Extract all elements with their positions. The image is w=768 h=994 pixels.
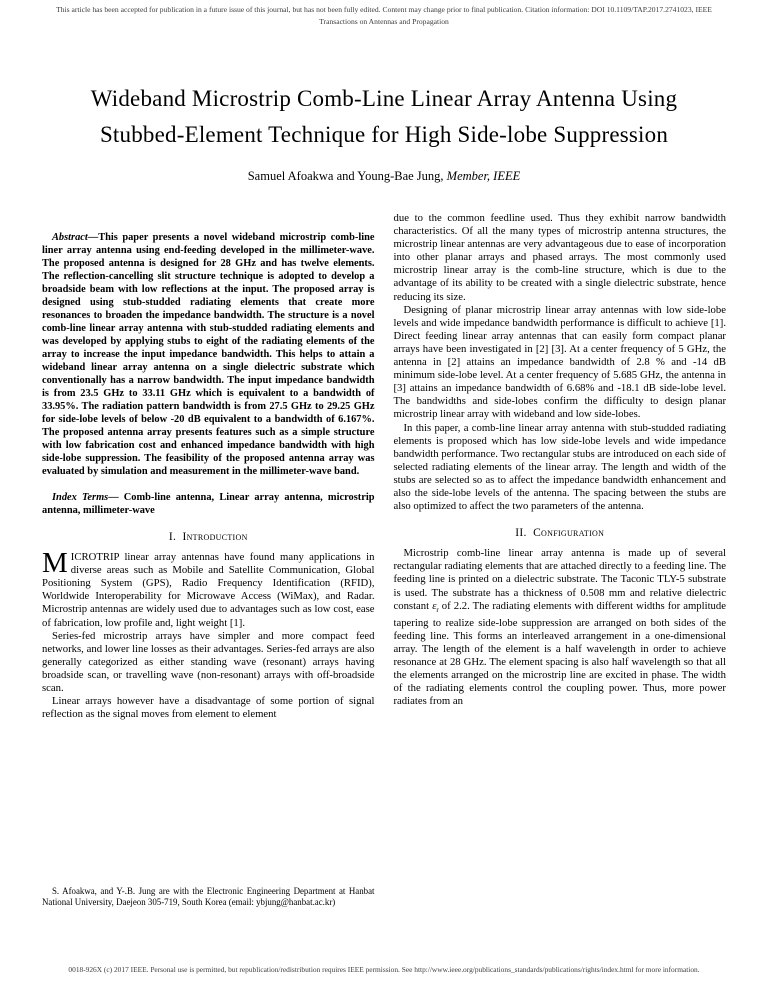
index-terms bbox=[42, 491, 375, 517]
section-heading-configuration: II. Configuration bbox=[515, 527, 605, 540]
author-membership: Member, IEEE bbox=[446, 169, 521, 183]
paper-title: Wideband Microstrip Comb-Line Linear Array Antenna Using Stubbed-Element Technique for High Side-lobe Suppression bbox=[90, 86, 678, 147]
right-column bbox=[394, 212, 727, 912]
intro-paragraph-1-text: ICROTRIP linear array antennas have found many applications in diverse areas such as Mobile and Satellite Communication, Global Positioning System (GPS), Radio Frequency Identification (RFID), Worldwide Interoperability for Microwave Access (WiMax), and Radar. Microstrip antennas are widely used due to advantages such as low cost, ease of fabrication, low profile and, light weight [1]. bbox=[42, 551, 375, 629]
intro-paragraph-4-continuation: due to the common feedline used. Thus they exhibit narrow bandwidth characteristics. Of all the many types of microstrip antenna structures, the microstrip linear antennas are very advantageous due to ease of incorporation into other planar arrays and phased arrays. The most commonly used microstrip linear array is the comb-line structure, which is due to the advantage of its ability to be created with a single dielectric substrate, hence reducing its size. bbox=[393, 212, 726, 303]
abstract-text: —This paper presents a novel wideband microstrip comb-line liner array antenna using end-feeding developed in the millimeter-wave. The proposed antenna is designed for 28 GHz and has twelve elements. The reflection-cancelling slit structure technique is adopted to develop a broadside beam with low reflections at the input. The proposed array is designed using stub-studded radiating elements that create more resonances to broaden the impedance bandwidth. The structure is a novel comb-line linear array antenna with stub-studded radiating elements and was developed by applying stubs to eight of the radiating elements of the array to increase the input impedance bandwidth. This helps to attain a wideband linear array antenna on a single dielectric substrate which conventionally has a narrow bandwidth. The input impedance bandwidth is from 23.5 GHz to 33.11 GHz which is equivalent to a bandwidth of 33.95%. The radiation pattern bandwidth is from 27.5 GHz to 29.25 GHz for side-lobe levels of below -20 dB equivalent to a bandwidth of 6.167%. The proposed antenna array presents features such as a simple structure with low fabrication cost and enhanced impedance bandwidth with high side-lobe suppression. The feasibility of the proposed antenna array was evaluated by simulation and measurement in the millimeter-wave band. bbox=[42, 232, 375, 477]
epsilon-symbol: ε bbox=[432, 599, 437, 612]
configuration-paragraph-1 bbox=[394, 547, 727, 708]
author-names: Samuel Afoakwa and Young-Bae Jung, bbox=[247, 169, 447, 183]
intro-paragraph-3: Linear arrays however have a disadvantage of some portion of signal reflection as the signal moves from element to element bbox=[42, 695, 375, 721]
intro-paragraph-5: Designing of planar microstrip linear array antennas with low side-lobe levels and wide impedance bandwidth performance is difficult to achieve [1]. Direct feeding linear array antennas that can easily form compact planar arrays have been investigated in [2] [3]. At a center frequency of 5 GHz, the antenna in [2] attains an impedance bandwidth of 2.8 % and -14 dB minimum side-lobe level. At a center frequency of 5.685 GHz, the antenna in [3] attains an impedance bandwidth of 6.68% and -18.1 dB side-lobe level. The bandwidths and side-lobes confirm the difficulty to design planar microstrip linear array with wideband and low side-lobes. bbox=[393, 303, 726, 421]
epsilon-subscript: r bbox=[436, 605, 439, 614]
author-line bbox=[0, 169, 768, 184]
index-terms-lead: Index Terms bbox=[52, 492, 109, 503]
intro-paragraph-6: In this paper, a comb-line linear array antenna with stub-studded radiating elements is proposed which has low side-lobe levels and wide impedance bandwidth performance. Two rectangular stubs are introduced on each side of selected radiating elements of the linear array. The length and width of the stubs are selected so as to affect the impedance bandwidth enhancement and also the side-lobe levels of the antenna. The spacing between the stubs are also optimized to affect the two parameters of the antenna. bbox=[393, 421, 726, 513]
abstract-lead: Abstract bbox=[52, 232, 88, 243]
intro-paragraph-1 bbox=[42, 547, 375, 630]
acceptance-notice-line2: Transactions on Antennas and Propagation bbox=[319, 17, 449, 26]
dropcap-letter: M bbox=[42, 547, 68, 580]
abstract bbox=[42, 231, 375, 478]
acceptance-notice bbox=[12, 4, 756, 28]
left-column bbox=[42, 212, 375, 912]
two-column-body bbox=[0, 212, 768, 912]
intro-paragraph-2: Series-fed microstrip arrays have simpler and more compact feed networks, and lower line losses as their advantages. Series-fed arrays are also generally categorized as either standing wave (resonant) arrays having broadside scan, or travelling wave (non-resonant) arrays with off-broadside scan. bbox=[42, 629, 375, 695]
configuration-paragraph-1-text-b: of 2.2. The radiating elements with different widths for amplitude tapering to realize side-lobe suppression are arranged on both sides of the feeding line. This forms an interleaved arrangement in a one-dimensional array. The length of the element is a half wavelength in order to achieve resonance at 28 GHz. The element spacing is also half wavelength so that all the elements arranged on the microstrip line are excited in phase. The width of the radiating elements control the coupling power. Thus, more power radiates from an bbox=[393, 599, 726, 708]
configuration-paragraph-1-text-a: Microstrip comb-line linear array antenna is made up of several rectangular radiating elements that are attached directly to a feeding line. The feeding line is printed on a dielectric substrate. The Taconic TLY-5 substrate is used. The substrate has a thickness of 0.508 mm and relative dielectric constant bbox=[393, 547, 726, 612]
copyright-footer: 0018-926X (c) 2017 IEEE. Personal use is permitted, but republication/redistribution requires IEEE permission. See http://www.ieee.org/publications_standards/publications/rights/index.html for more information. bbox=[68, 965, 700, 974]
acceptance-notice-line1: This article has been accepted for publication in a future issue of this journal, but has not been fully edited. Content may change prior to final publication. Citation information: DOI 10.1109/TAP.2017.2741023, IEEE bbox=[56, 5, 712, 14]
author-affiliation-footnote: S. Afoakwa, and Y-.B. Jung are with the Electronic Engineering Department at Hanbat National University, Daejeon 305-719, South Korea (email: ybjung@hanbat.ac.kr) bbox=[42, 885, 375, 907]
section-heading-introduction: I. Introduction bbox=[168, 531, 248, 543]
index-terms-text: — Comb-line antenna, Linear array antenna, microstrip antenna, millimeter-wave bbox=[42, 492, 375, 516]
